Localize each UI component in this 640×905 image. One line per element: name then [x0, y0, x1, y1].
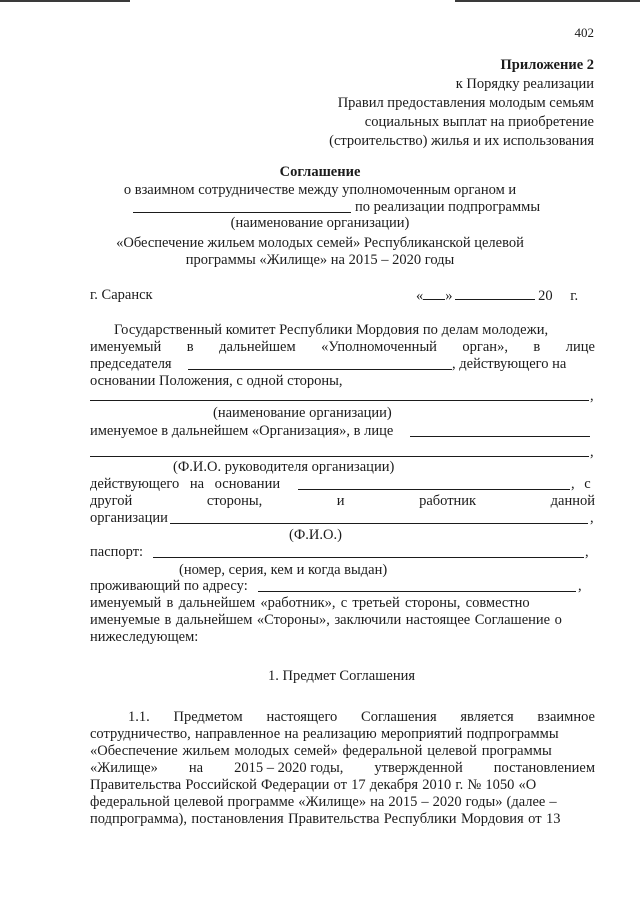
acting-basis-label: действующего на основании [90, 476, 281, 492]
page-number: 402 [574, 25, 594, 40]
year-prefix: 20 [538, 288, 553, 304]
city: г. Саранск [90, 287, 153, 303]
heading-line: «Обеспечение жильем молодых семей» Республиканской целевой [116, 235, 524, 251]
para-line-justified: именуемый в дальнейшем «Уполномоченный орган», в лице [90, 339, 595, 355]
para-line-justified: другой стороны, и работник данной [90, 493, 595, 509]
appendix-line: (строительство) жилья и их использования [329, 133, 594, 149]
head-caption: (Ф.И.О. руководителя организации) [173, 459, 395, 475]
acting-suffix: , действующего на [452, 356, 567, 372]
scan-edge-left [0, 0, 130, 2]
para-line: нижеследующем: [90, 629, 199, 645]
acting-basis-suffix: , с [571, 476, 591, 492]
para-line: сотрудничество, направленное на реализацию мероприятий подпрограммы [90, 726, 559, 742]
organization-word: организации [90, 510, 168, 526]
comma: , [590, 444, 594, 460]
para-line-justified: 1.1. Предметом настоящего Соглашения является взаимное [128, 709, 595, 725]
appendix-line: социальных выплат на приобретение [364, 114, 594, 130]
scan-edge-right [455, 0, 640, 2]
heading-line: программы «Жилище» на 2015 – 2020 годы [185, 252, 455, 268]
passport-label: паспорт: [90, 544, 144, 560]
comma: , [590, 510, 594, 526]
para-line: федеральной целевой программе «Жилище» на 2015 – 2020 годы» (далее – [90, 794, 557, 810]
para-line: подпрограмма), постановления Правительства Республики Мордовия от 13 [90, 811, 561, 827]
org-name-blank [133, 212, 351, 213]
agreement-title: Соглашение [279, 164, 361, 180]
para-line: Правительства Российской Федерации от 17 декабря 2010 г. № 1050 «О [90, 777, 537, 793]
month-blank [455, 286, 535, 300]
heading-line: о взаимном сотрудничестве между уполномоченным органом и [123, 182, 517, 198]
appendix-line: к Порядку реализации [455, 76, 594, 92]
org-blank [90, 400, 589, 401]
address-label: проживающий по адресу: [90, 578, 248, 594]
heading-line: по реализации подпрограммы [355, 199, 541, 215]
address-blank [258, 591, 576, 592]
comma: , [590, 388, 594, 404]
org-caption: (наименование организации) [213, 405, 392, 421]
day-blank [423, 286, 445, 300]
chairman-blank [188, 369, 452, 370]
date-field [416, 286, 578, 305]
org-rep-blank [410, 436, 590, 437]
para-line: «Обеспечение жильем молодых семей» федеральной целевой программы [90, 743, 552, 759]
basis-blank [298, 489, 570, 490]
para-line: именуемые в дальнейшем «Стороны», заключили настоящее Соглашение о [90, 612, 562, 628]
para-line: Государственный комитет Республики Мордовия по делам молодежи, [114, 322, 549, 338]
year-suffix: г. [570, 288, 579, 304]
appendix-title: Приложение 2 [500, 57, 594, 73]
passport-blank [153, 557, 584, 558]
para-line: основании Положения, с одной стороны, [90, 373, 343, 389]
appendix-line: Правил предоставления молодым семьям [337, 95, 594, 111]
chairman-label: председателя [90, 356, 172, 372]
org-named-line: именуемое в дальнейшем «Организация», в лице [90, 423, 394, 439]
head-blank [90, 456, 589, 457]
heading-caption: (наименование организации) [230, 215, 410, 231]
para-line-justified: «Жилище» на 2015 – 2020 годы, утвержденной постановлением [90, 760, 595, 776]
passport-caption: (номер, серия, кем и когда выдан) [179, 562, 388, 578]
quote-open: « [416, 288, 424, 304]
worker-blank [170, 523, 588, 524]
comma: , [585, 544, 589, 560]
fio-caption: (Ф.И.О.) [289, 527, 342, 543]
section-title: 1. Предмет Соглашения [268, 668, 416, 684]
year-blank [553, 286, 567, 300]
para-line: именуемый в дальнейшем «работник», с третьей стороны, совместно [90, 595, 530, 611]
comma: , [578, 578, 582, 594]
quote-close: » [445, 288, 453, 304]
